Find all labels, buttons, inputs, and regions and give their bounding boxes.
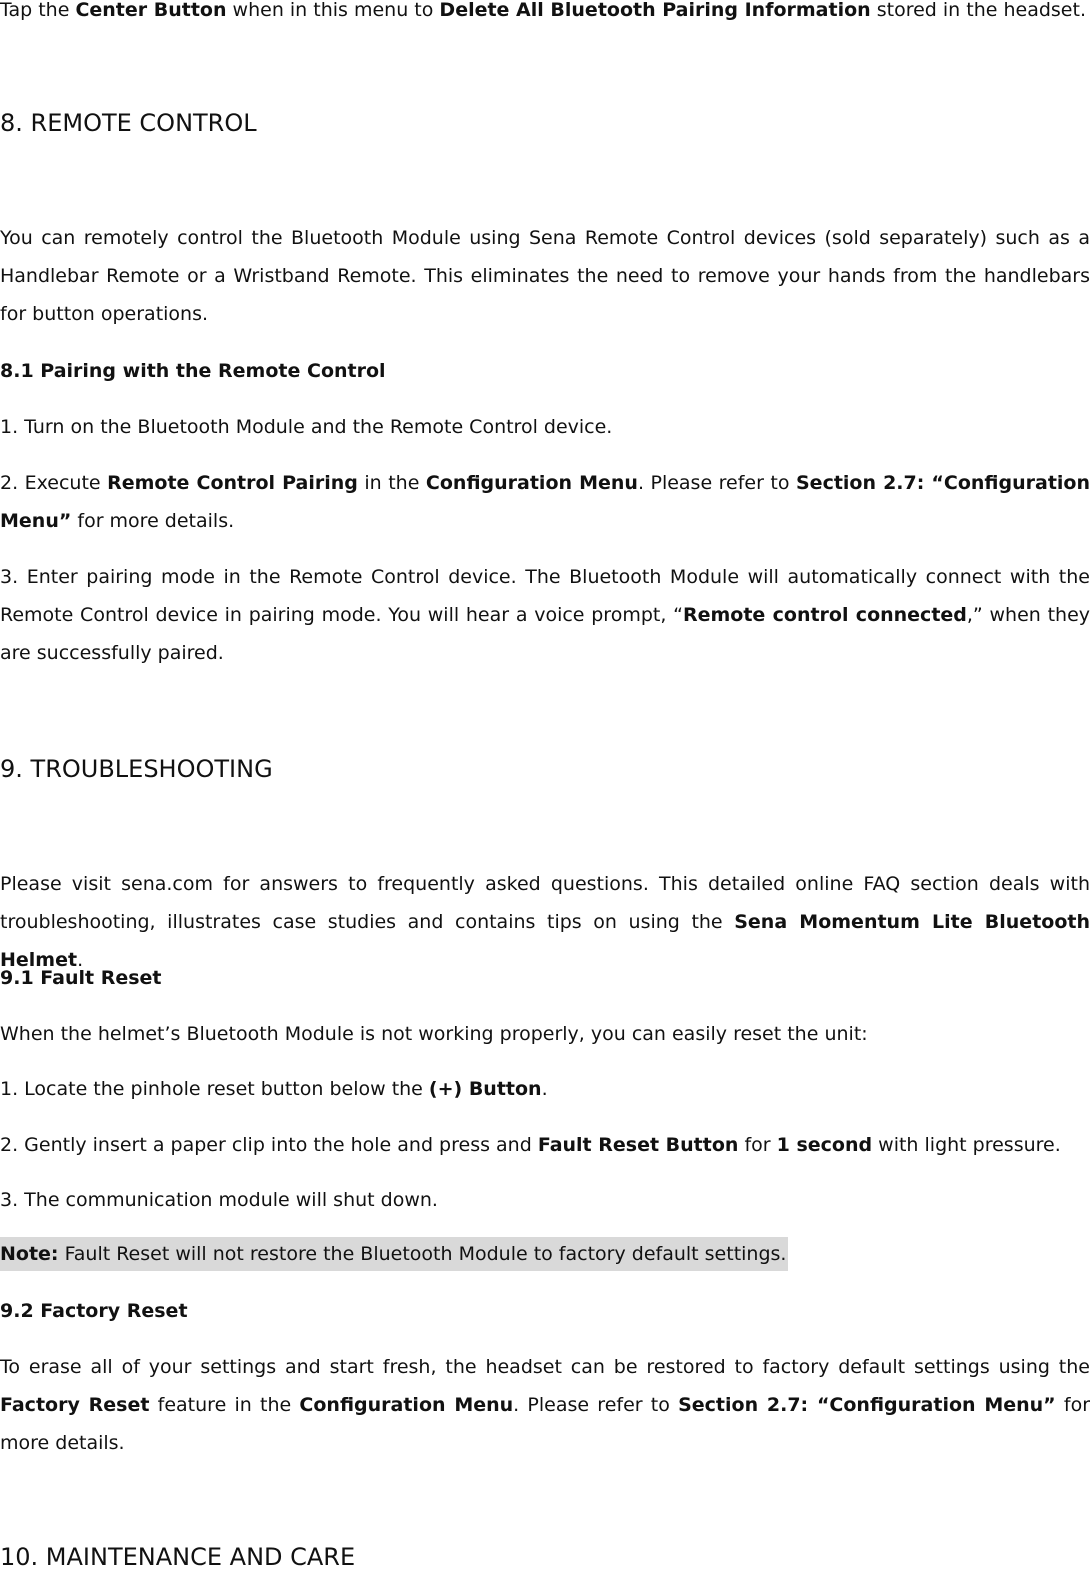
subsection-9-1-heading: 9.1 Fault Reset [0,967,162,989]
fault-reset-step-3: 3. The communication module will shut down. [0,1189,438,1211]
troubleshooting-paragraph: Please visit sena.com for answers to frequently asked questions. This detailed online FAQ section deals with troubleshooting, illustrates case studies and contains tips on using the Sena Momentum Lite Bluetooth Helmet. [0,873,1090,971]
intro-paragraph: Tap the Center Button when in this menu to Delete All Bluetooth Pairing Information stored in the headset. [0,0,1086,21]
fault-reset-note [0,1237,1090,1271]
fault-reset-step-2: 2. Gently insert a paper clip into the hole and press and Fault Reset Button for 1 second with light pressure. [0,1134,1061,1156]
subsection-8-1-heading: 8.1 Pairing with the Remote Control [0,360,386,382]
note-highlight: Note: Fault Reset will not restore the Bluetooth Module to factory default settings. [0,1237,788,1271]
section-9-heading: 9. TROUBLESHOOTING [0,755,273,783]
section-8-heading: 8. REMOTE CONTROL [0,109,257,137]
fault-reset-step-1: 1. Locate the pinhole reset button below the (+) Button. [0,1078,548,1100]
pairing-step-2: 2. Execute Remote Control Pairing in the Configuration Menu. Please refer to Section 2.7: “Configuration Menu” for more details. [0,472,1090,532]
remote-control-paragraph: You can remotely control the Bluetooth Module using Sena Remote Control devices (sold separately) such as a Handlebar Remote or a Wristband Remote. This eliminates the need to remove your hands from the handlebars for button operations. [0,227,1090,325]
factory-reset-paragraph: To erase all of your settings and start fresh, the headset can be restored to factory default settings using the Factory Reset feature in the Configuration Menu. Please refer to Section 2.7: “Configuration Menu” for more details. [0,1356,1090,1454]
section-10-heading: 10. MAINTENANCE AND CARE [0,1543,356,1571]
pairing-step-3: 3. Enter pairing mode in the Remote Control device. The Bluetooth Module will automatically connect with the Remote Control device in pairing mode. You will hear a voice prompt, “Remote control connected,” when they are successfully paired. [0,566,1090,664]
subsection-9-2-heading: 9.2 Factory Reset [0,1300,188,1322]
pairing-step-1: 1. Turn on the Bluetooth Module and the Remote Control device. [0,416,613,438]
fault-reset-intro: When the helmet’s Bluetooth Module is not working properly, you can easily reset the unit: [0,1023,868,1045]
